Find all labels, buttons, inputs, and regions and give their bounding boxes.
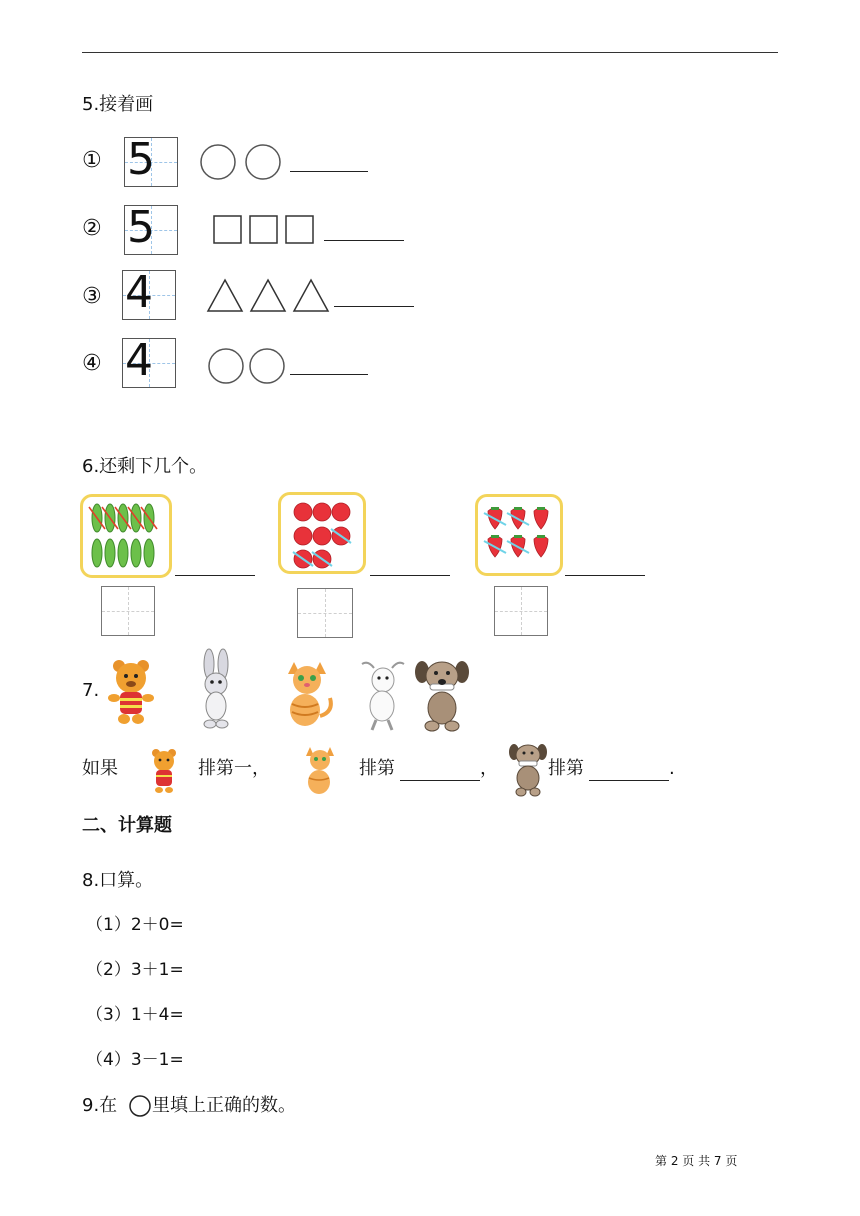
q5-row1-answer-blank[interactable] [290,171,368,172]
dog-icon [412,656,472,734]
strawberry-icon [478,497,560,573]
q7-rank-b-text: 排第 [548,758,584,779]
header-rule [82,52,778,53]
rabbit-icon [192,648,240,732]
q7-rank-a-text: 排第 [359,758,395,779]
q6-answer-blank-2[interactable] [370,575,450,576]
circle-shape [250,349,284,383]
q7-first-text: 排第一， [198,758,270,779]
triangle-shape [251,280,285,311]
q9-prefix: 9.在 [82,1095,118,1116]
q6-title: 6.还剩下几个。 [82,456,208,477]
q8-item-3: （3）1＋4= [86,1005,184,1025]
q6-apple-picture [278,492,366,574]
section-title-calculation: 二、计算题 [82,815,172,836]
q9-suffix: 里填上正确的数。 [152,1095,296,1116]
cat-small-icon [300,744,340,796]
q7-dog-rank-blank[interactable] [589,780,669,781]
bear-small-icon [146,746,182,794]
cucumber-icon [83,497,169,575]
q7-cat-rank-blank[interactable] [400,780,480,781]
q5-row3-label: ③ [82,284,102,309]
q8-title: 8.口算。 [82,870,154,891]
square-shape [214,216,241,243]
q7-period: . [669,758,675,779]
square-shape [250,216,277,243]
bear-icon [106,656,156,726]
q5-row3-grid [122,267,176,320]
q5-row4-label: ④ [82,351,102,376]
q7-comma: ， [480,758,498,779]
q6-answer-box-1[interactable] [101,586,155,636]
q5-row2-answer-blank[interactable] [324,240,404,241]
q5-row1-label: ① [82,148,102,173]
square-shape [286,216,313,243]
q7-title: 7. [82,680,100,701]
goat-icon [358,658,414,732]
q6-strawberry-picture [475,494,563,576]
q5-row2-grid [124,202,178,255]
circle-shape [201,145,235,179]
cat-icon [280,658,334,730]
q5-row3-shapes [205,278,333,314]
q5-row1-digit: 5 [127,134,155,185]
q5-row2-shapes [212,214,322,246]
q5-row2-label: ② [82,216,102,241]
q6-answer-blank-3[interactable] [565,575,645,576]
triangle-shape [208,280,242,311]
q5-row1-grid [124,134,178,187]
q8-item-4: （4）3－1= [86,1050,184,1070]
q8-item-2: （2）3＋1= [86,960,184,980]
dog-small-icon [506,740,550,798]
circle-shape [246,145,280,179]
page-footer: 第 2 页 共 7 页 [655,1154,738,1168]
q5-row4-answer-blank[interactable] [290,374,368,375]
q6-answer-box-2[interactable] [297,588,353,638]
q6-cucumber-picture [80,494,172,578]
apple-icon [281,495,363,571]
q7-if-text: 如果 [82,758,118,779]
q5-row4-grid [122,335,176,388]
q5-row4-shapes [206,346,290,386]
q5-title: 5.接着画 [82,94,154,115]
q8-item-1: （1）2＋0= [86,915,184,935]
q5-row3-digit: 4 [125,267,153,318]
q5-row4-digit: 4 [125,335,153,386]
q5-row1-shapes [198,142,288,182]
q5-row3-answer-blank[interactable] [334,306,414,307]
triangle-shape [294,280,328,311]
q6-answer-box-3[interactable] [494,586,548,636]
q6-answer-blank-1[interactable] [175,575,255,576]
circle-shape [209,349,243,383]
q5-row2-digit: 5 [127,202,155,253]
circle-blank-icon [128,1094,152,1118]
